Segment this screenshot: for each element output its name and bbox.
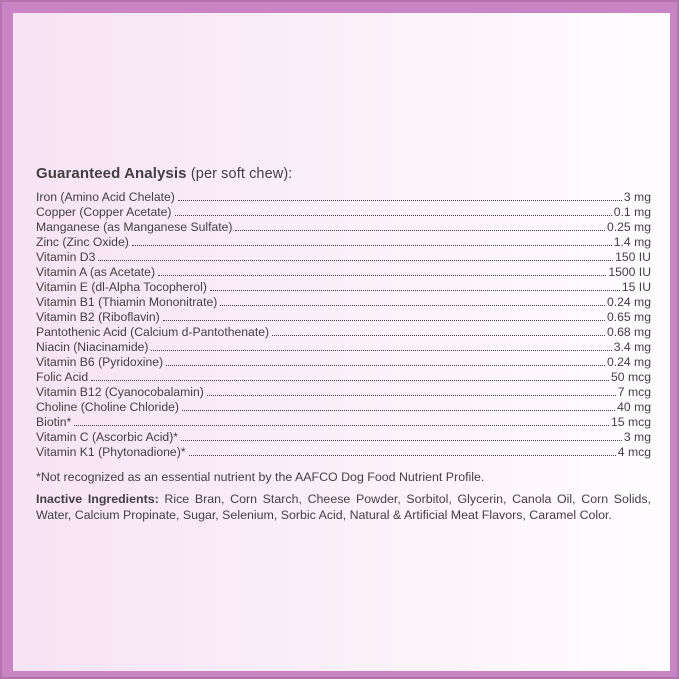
dot-leader [235,230,604,231]
dot-leader [132,245,612,246]
nutrient-name: Pantothenic Acid (Calcium d-Pantothenate) [36,325,270,339]
analysis-row [36,325,651,340]
nutrient-name: Vitamin D3 [36,250,96,264]
analysis-row [36,265,651,280]
nutrient-value: 0.1 mg [613,205,651,219]
nutrient-value: 50 mcg [611,370,651,384]
nutrient-name: Iron (Amino Acid Chelate) [36,190,175,204]
dot-leader [207,395,616,396]
nutrient-value: 40 mg [617,400,651,414]
inactive-ingredients-text: Rice Bran, Corn Starch, Cheese Powder, Sorbitol, Glycerin, Canola Oil, Corn Solids, Water, Calcium Propinate, Sugar, Selenium, Sorbic Acid, Natural & Artificial Meat Flavors, Caramel Color. [36,492,651,522]
dot-leader [158,275,606,276]
nutrient-name: Vitamin A (as Acetate) [36,265,156,279]
nutrient-name: Vitamin E (dl-Alpha Tocopherol) [36,280,207,294]
nutrient-value: 3.4 mg [613,340,651,354]
nutrient-value: 0.24 mg [606,355,651,369]
dot-leader [74,425,609,426]
analysis-row [36,370,651,385]
inactive-ingredients-label: Inactive Ingredients: [36,492,159,506]
nutrient-value: 3 mg [623,190,651,204]
analysis-row [36,400,651,415]
nutrient-name: Biotin* [36,415,72,429]
nutrient-name: Vitamin K1 (Phytonadione)* [36,445,186,459]
guaranteed-analysis-heading: Guaranteed Analysis [36,165,187,182]
supplement-label-panel [2,2,677,677]
analysis-row [36,235,651,250]
analysis-row [36,415,651,430]
dot-leader [91,380,609,381]
dot-leader [182,410,615,411]
analysis-row [36,250,651,265]
dot-leader [272,335,605,336]
label-content [36,165,651,523]
nutrient-value: 0.24 mg [606,295,651,309]
inactive-ingredients [36,492,651,523]
nutrient-name: Choline (Choline Chloride) [36,400,179,414]
nutrient-name: Vitamin B6 (Pyridoxine) [36,355,164,369]
aafco-footnote: *Not recognized as an essential nutrient by the AAFCO Dog Food Nutrient Profile. [36,470,485,484]
nutrient-name: Manganese (as Manganese Sulfate) [36,220,233,234]
analysis-row [36,205,651,220]
nutrient-value: 15 IU [621,280,651,294]
nutrient-name: Vitamin B1 (Thiamin Mononitrate) [36,295,218,309]
analysis-row [36,280,651,295]
nutrient-value: 150 IU [615,250,651,264]
nutrient-value: 15 mcg [611,415,651,429]
nutrient-name: Zinc (Zinc Oxide) [36,235,129,249]
dot-leader [163,320,605,321]
guaranteed-analysis-title [36,165,651,183]
dot-leader [175,215,612,216]
analysis-row [36,340,651,355]
nutrient-value: 1.4 mg [613,235,651,249]
analysis-row [36,445,651,460]
dot-leader [178,200,622,201]
analysis-row [36,190,651,205]
dot-leader [220,305,605,306]
nutrient-value: 7 mcg [617,385,651,399]
dot-leader [166,365,605,366]
nutrient-name: Folic Acid [36,370,89,384]
analysis-row [36,310,651,325]
nutrient-value: 3 mg [623,430,651,444]
nutrient-value: 1500 IU [608,265,651,279]
nutrient-name: Vitamin B12 (Cyanocobalamin) [36,385,204,399]
analysis-row [36,220,651,235]
nutrient-name: Vitamin B2 (Riboflavin) [36,310,160,324]
dot-leader [210,290,620,291]
analysis-row [36,385,651,400]
dot-leader [151,350,611,351]
analysis-row [36,430,651,445]
dot-leader [98,260,613,261]
nutrient-name: Vitamin C (Ascorbic Acid)* [36,430,179,444]
analysis-table [36,190,651,460]
analysis-row [36,355,651,370]
dot-leader [189,455,616,456]
nutrient-value: 4 mcg [617,445,651,459]
nutrient-value: 0.25 mg [606,220,651,234]
nutrient-name: Copper (Copper Acetate) [36,205,172,219]
per-soft-chew-note: (per soft chew): [190,166,293,182]
dot-leader [181,440,622,441]
analysis-row [36,295,651,310]
nutrient-value: 0.65 mg [606,310,651,324]
nutrient-name: Niacin (Niacinamide) [36,340,149,354]
nutrient-value: 0.68 mg [606,325,651,339]
